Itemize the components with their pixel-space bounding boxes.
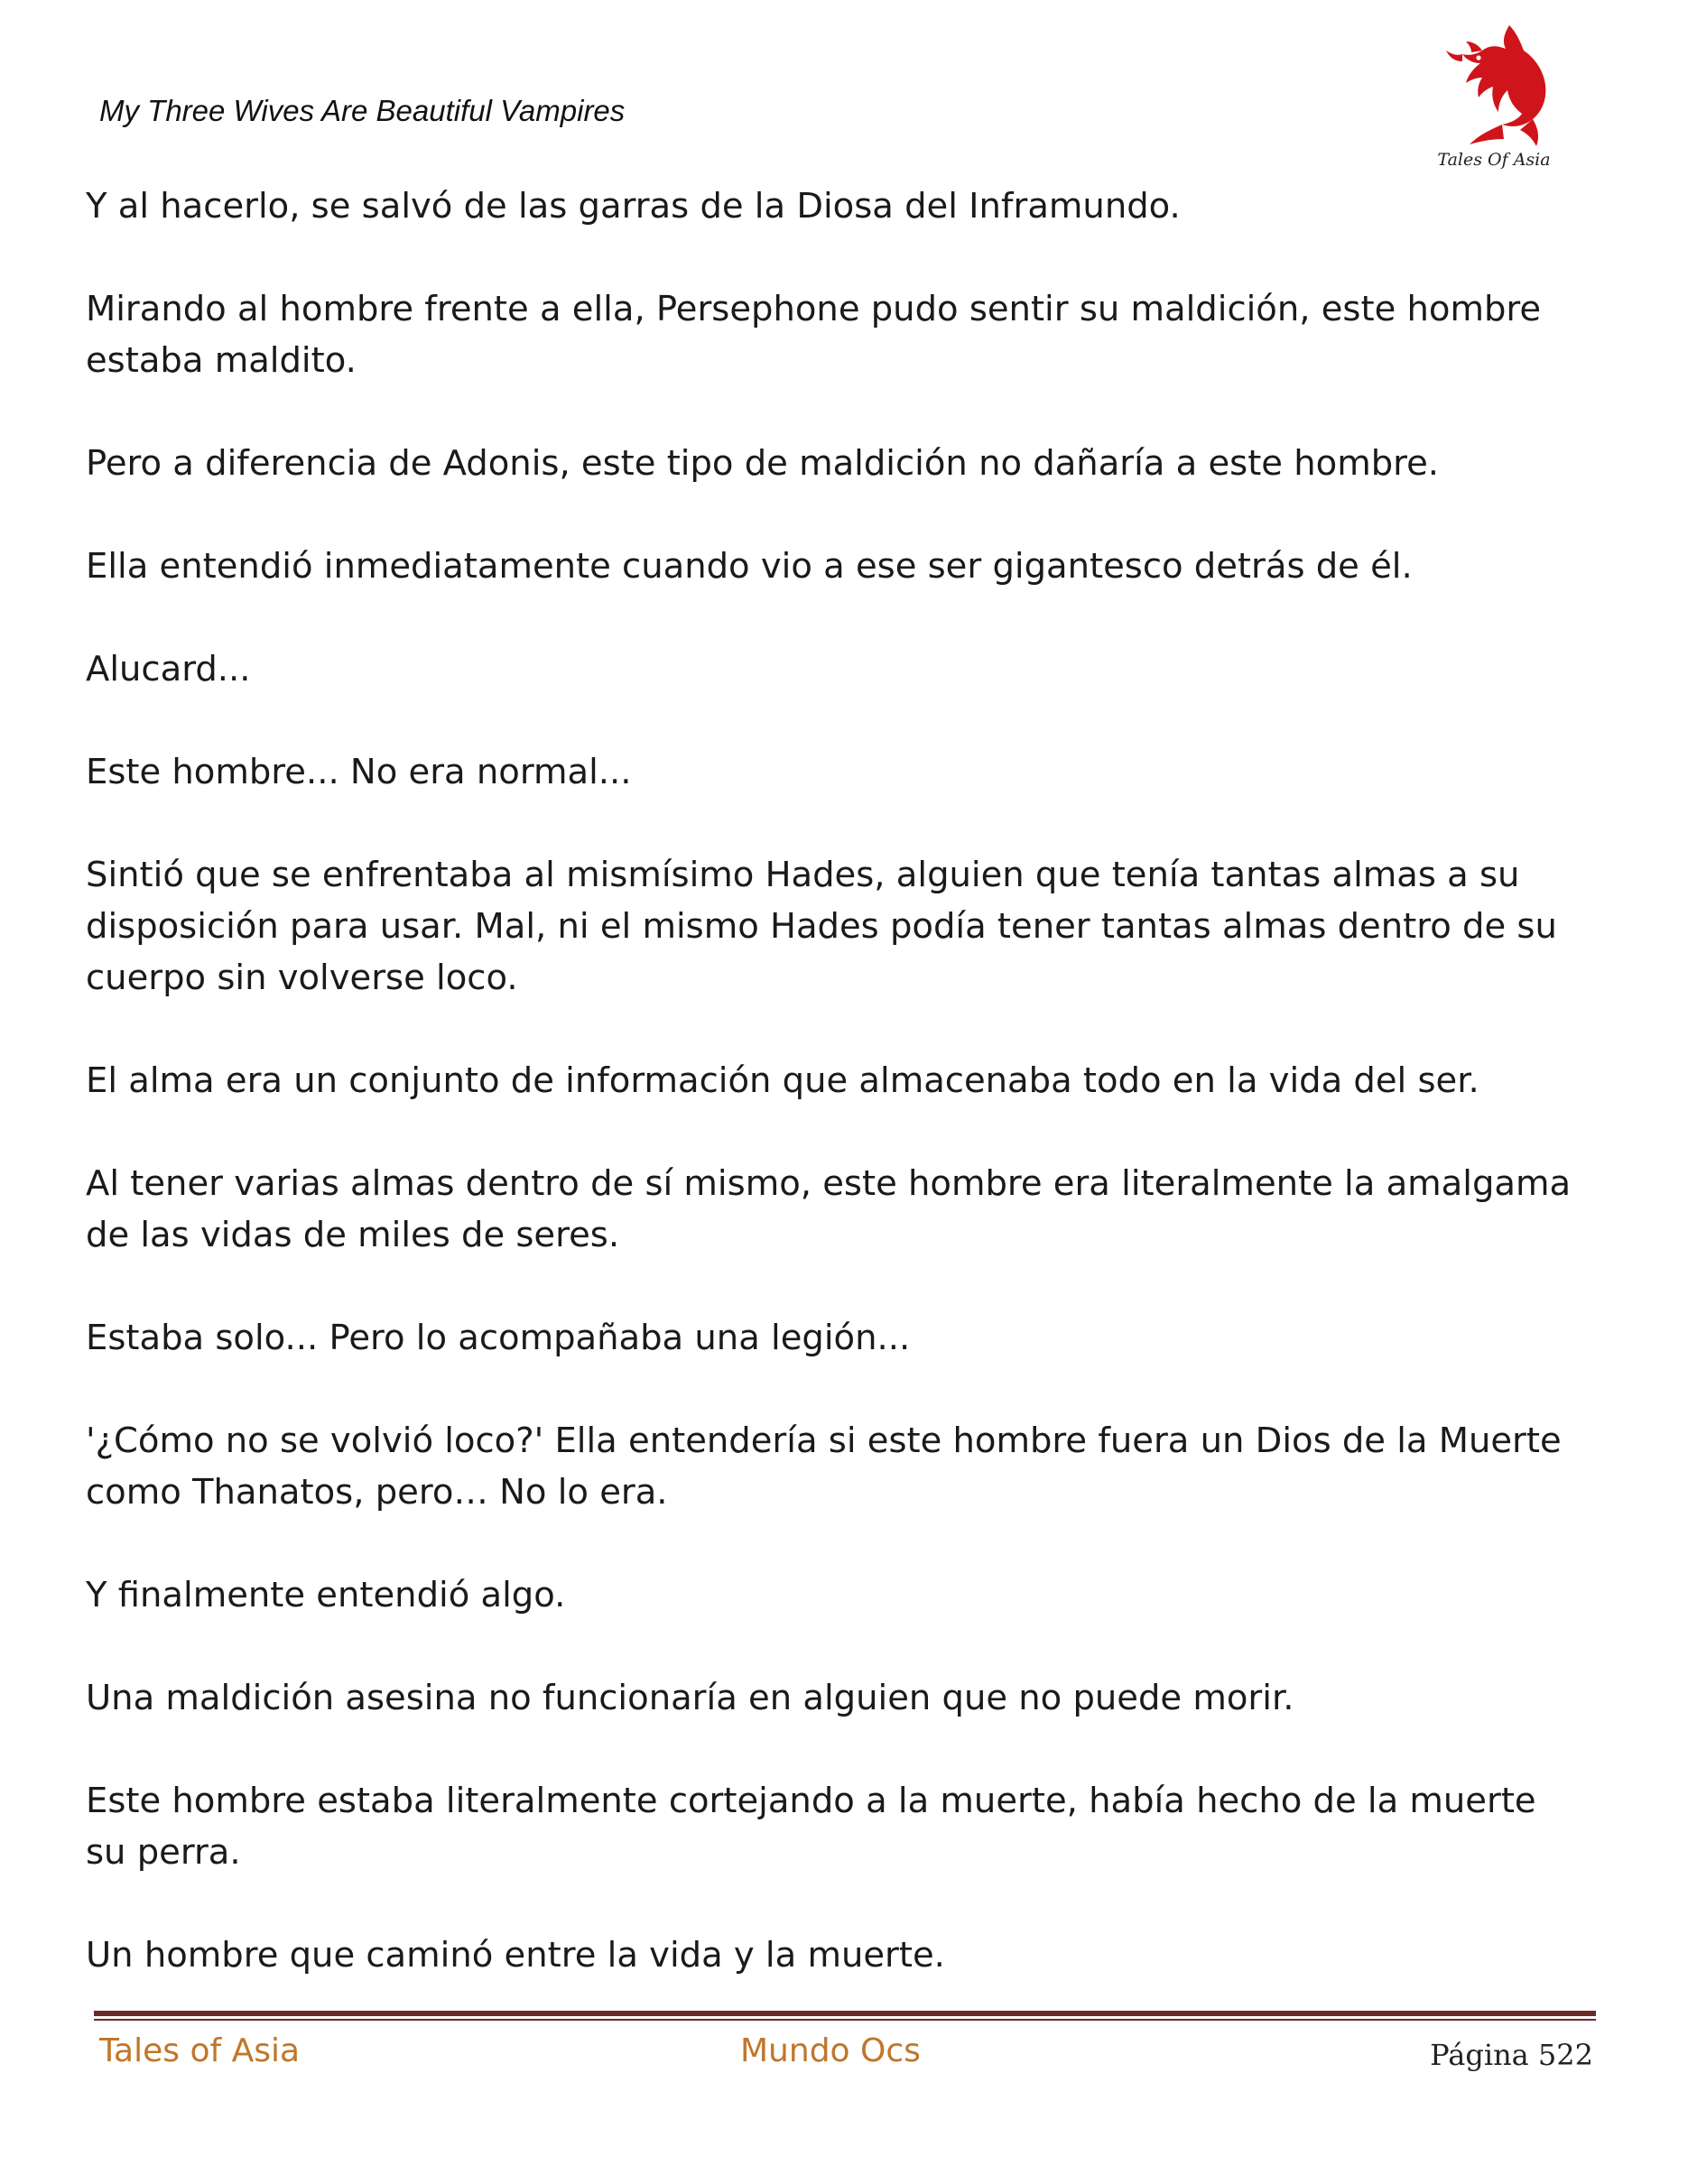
paragraph: Alucard... bbox=[86, 649, 251, 689]
paragraph: Mirando al hombre frente a ella, Persephone pudo sentir su maldición, este hombre estaba maldito. bbox=[86, 289, 1542, 381]
paragraph: Y finalmente entendió algo. bbox=[86, 1575, 566, 1615]
paragraph: Estaba solo... Pero lo acompañaba una legión... bbox=[86, 1318, 911, 1358]
footer-divider-thick bbox=[94, 2011, 1596, 2016]
paragraph: El alma era un conjunto de información que almacenaba todo en la vida del ser. bbox=[86, 1060, 1479, 1101]
paragraph: Sintió que se enfrentaba al mismísimo Hades, alguien que tenía tantas almas a su disposición para usar. Mal, ni el mismo Hades podía tener tantas almas dentro de su cuerpo sin volverse loco. bbox=[86, 855, 1557, 998]
paragraph: Un hombre que caminó entre la vida y la muerte. bbox=[86, 1935, 945, 1976]
footer-site: Mundo Ocs bbox=[740, 2032, 921, 2069]
footer-divider-thin bbox=[94, 2019, 1596, 2021]
book-title: My Three Wives Are Beautiful Vampires bbox=[99, 94, 626, 127]
logo-text: Tales Of Asia bbox=[1437, 150, 1551, 170]
paragraph: Este hombre... No era normal... bbox=[86, 752, 632, 792]
page-number: Página 522 bbox=[1430, 2038, 1593, 2072]
publisher-logo bbox=[1426, 18, 1562, 180]
paragraph: Este hombre estaba literalmente cortejando a la muerte, había hecho de la muerte su perra. bbox=[86, 1781, 1536, 1873]
paragraph: Ella entendió inmediatamente cuando vio a ese ser gigantesco detrás de él. bbox=[86, 546, 1413, 587]
paragraph: Pero a diferencia de Adonis, este tipo de maldición no dañaría a este hombre. bbox=[86, 443, 1440, 484]
paragraph: Una maldición asesina no funcionaría en alguien que no puede morir. bbox=[86, 1678, 1294, 1718]
footer-publisher: Tales of Asia bbox=[99, 2032, 301, 2069]
paragraph: '¿Cómo no se volvió loco?' Ella entendería si este hombre fuera un Dios de la Muerte como Thanatos, pero… No lo era. bbox=[86, 1421, 1562, 1513]
footer-divider bbox=[94, 2011, 1596, 2020]
body-text bbox=[86, 180, 1584, 2032]
paragraph: Al tener varias almas dentro de sí mismo, este hombre era literalmente la amalgama de las vidas de miles de seres. bbox=[86, 1163, 1572, 1255]
paragraph: Y al hacerlo, se salvó de las garras de la Diosa del Inframundo. bbox=[86, 186, 1181, 227]
